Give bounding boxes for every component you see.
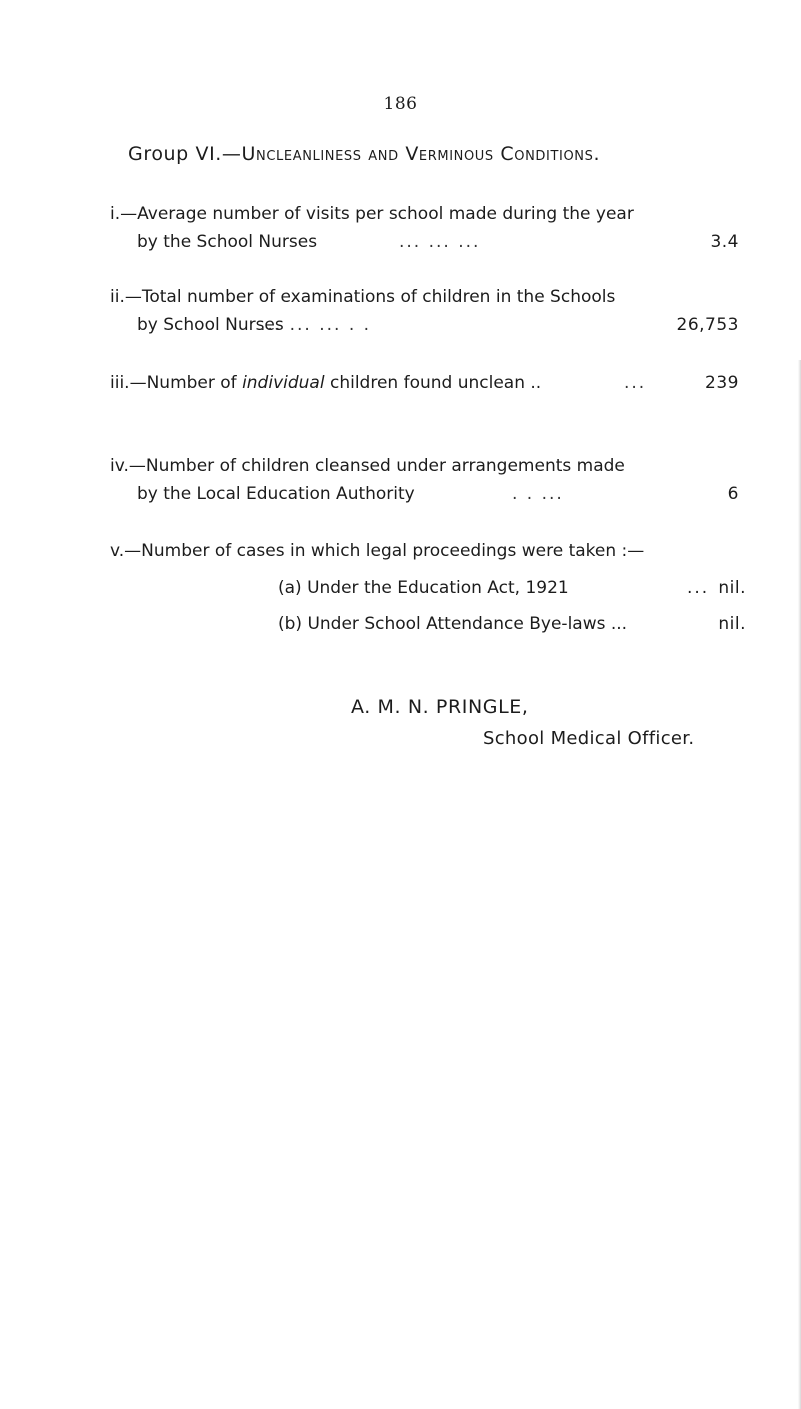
item-v-numeral: v. bbox=[110, 541, 125, 561]
item-iii-dots: ... bbox=[624, 373, 647, 393]
item-iii-text-after: children found unclean .. bbox=[324, 373, 542, 393]
item-ii-text: —Total number of examinations of children in the Schools bbox=[124, 287, 616, 307]
item-iii-value: 239 bbox=[705, 373, 739, 393]
item-v-subitem-b bbox=[278, 610, 746, 638]
item-iv-numeral: iv. bbox=[110, 456, 129, 476]
section-title bbox=[128, 143, 600, 165]
item-ii-value: 26,753 bbox=[676, 315, 739, 335]
item-v bbox=[110, 537, 690, 565]
item-i-text: —Average number of visits per school made during the year bbox=[120, 204, 634, 224]
item-ii-line2 bbox=[110, 311, 739, 339]
item-ii-dots: ... ... ... . . bbox=[260, 315, 372, 335]
item-i-text-2: by the School Nurses bbox=[137, 232, 318, 252]
subitem-a-label: (a) Under the Education Act, 1921 bbox=[278, 578, 569, 598]
signature-name: A. M. N. PRINGLE, bbox=[351, 696, 529, 718]
item-i-dots: ... ... ... bbox=[399, 232, 481, 252]
item-iii-text-italic: individual bbox=[242, 373, 325, 393]
item-i-line2 bbox=[110, 228, 739, 256]
subitem-b-value: nil. bbox=[718, 614, 746, 634]
item-iii-numeral: iii. bbox=[110, 373, 130, 393]
subitem-a-dots: ... bbox=[687, 578, 710, 598]
page-number: 186 bbox=[383, 94, 418, 114]
item-iv bbox=[110, 452, 739, 508]
section-title-prefix: Group VI.— bbox=[128, 143, 242, 165]
item-iii bbox=[110, 369, 739, 397]
item-i bbox=[110, 200, 739, 256]
item-iv-line2 bbox=[110, 480, 739, 508]
signature-title: School Medical Officer. bbox=[483, 728, 695, 749]
item-iii-text-before: —Number of bbox=[129, 373, 243, 393]
item-ii-text-2: by School Nurses bbox=[137, 315, 284, 335]
item-iv-line1 bbox=[110, 452, 690, 480]
item-iv-dots: . . ... bbox=[512, 484, 564, 504]
item-iv-text: —Number of children cleansed under arrangements made bbox=[128, 456, 625, 476]
section-title-heading: Uncleanliness and Verminous Conditions. bbox=[241, 143, 601, 165]
subitem-b-label: (b) Under School Attendance Bye-laws ... bbox=[278, 614, 628, 634]
item-i-line1 bbox=[110, 200, 690, 228]
item-iv-text-2: by the Local Education Authority bbox=[137, 484, 415, 504]
item-i-value: 3.4 bbox=[710, 232, 739, 252]
item-iii-line1 bbox=[110, 369, 739, 397]
item-i-numeral: i. bbox=[110, 204, 121, 224]
subitem-a-value: nil. bbox=[718, 578, 746, 598]
item-ii-line1 bbox=[110, 283, 690, 311]
item-v-text: —Number of cases in which legal proceedings were taken :— bbox=[124, 541, 645, 561]
item-ii-numeral: ii. bbox=[110, 287, 125, 307]
item-iv-value: 6 bbox=[727, 484, 739, 504]
item-v-line1 bbox=[110, 537, 690, 565]
item-ii bbox=[110, 283, 739, 339]
item-v-subitem-a bbox=[278, 574, 746, 602]
